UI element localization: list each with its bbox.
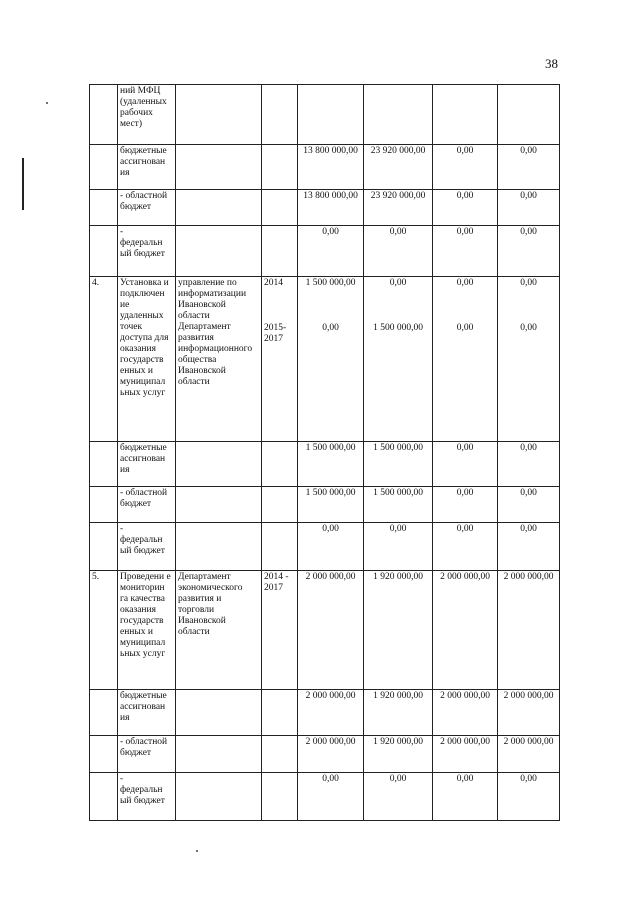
amount-cell: 0,00 [498,442,560,487]
amount-cell: 2 000 000,00 [298,736,364,773]
budget-label: бюджетные ассигнован ия [118,145,176,190]
amount-cell: 23 920 000,00 [364,145,433,190]
amount-cell: 0,00 [298,226,364,277]
amount-cell: 0,00 1 500 000,00 [364,277,433,442]
table-row [90,85,560,145]
page-number: 38 [545,56,558,71]
budget-table [89,84,560,821]
budget-label-text: федеральн ый бюджет [120,535,165,556]
amount-cell: 0,00 [433,442,498,487]
dash-marker: - [120,227,124,237]
scan-speck [196,850,198,852]
amount-cell: 0,00 [498,773,560,821]
amount-cell: 2 000 000,00 [498,571,560,690]
budget-label [118,226,176,277]
amount-cell: 0,00 [298,523,364,571]
amount-cell: 1 500 000,00 0,00 [298,277,364,442]
table-row [90,226,560,277]
amount-cell: 13 800 000,00 [298,145,364,190]
table-row [90,690,560,736]
activity-cell: Проведени е мониторин га качества оказания государств енных и муниципал ьных услуг [118,571,176,690]
executor-cell [176,277,262,442]
budget-label [118,773,176,821]
amount-cell: 2 000 000,00 [298,571,364,690]
budget-label: - областной бюджет [118,736,176,773]
year-b: 2015-2017 [264,323,287,344]
amount-cell: 0,00 [433,487,498,523]
amount-cell: 1 500 000,00 [364,442,433,487]
item-number: 5. [90,571,118,690]
amount-cell: 1 920 000,00 [364,736,433,773]
table-row [90,277,560,442]
amount-cell: 0,00 [298,773,364,821]
activity-cell: ний МФЦ (удаленных рабочих мест) [118,85,176,145]
budget-label: бюджетные ассигнован ия [118,690,176,736]
amount-cell: 0,00 [433,190,498,226]
table-row [90,487,560,523]
table-row [90,190,560,226]
amount-cell: 2 000 000,00 [433,571,498,690]
table-row [90,773,560,821]
amount-cell: 2 000 000,00 [298,690,364,736]
budget-label-text: федеральн ый бюджет [120,785,165,806]
amount-cell: 2 000 000,00 [498,690,560,736]
amount-cell: 0,00 [498,145,560,190]
scan-margin-mark [22,158,24,210]
amount-cell: 0,00 [364,226,433,277]
budget-label: бюджетные ассигнован ия [118,442,176,487]
executor-a: управление по информатизации Ивановской области [178,278,247,321]
activity-cell: Установка и подключен ие удаленных точек доступа для оказания государств енных и муниципал ьных услуг [118,277,176,442]
amount-cell: 0,00 0,00 [498,277,560,442]
amount-cell: 0,00 [498,226,560,277]
budget-label: - областной бюджет [118,487,176,523]
scan-speck [46,102,48,104]
amount-cell: 2 000 000,00 [498,736,560,773]
year-a: 2014 [264,278,283,288]
amount-cell: 0,00 [498,523,560,571]
dash-marker: - [120,524,124,534]
amount-cell: 1 500 000,00 [364,487,433,523]
table-row [90,571,560,690]
budget-label: - областной бюджет [118,190,176,226]
amount-cell: 0,00 [364,523,433,571]
amount-cell: 2 000 000,00 [433,690,498,736]
amount-cell: 0,00 [433,145,498,190]
budget-label-text: федеральн ый бюджет [120,238,165,259]
amount-cell: 0,00 [433,226,498,277]
amount-cell: 0,00 [433,773,498,821]
amount-cell: 1 920 000,00 [364,571,433,690]
amount-cell: 1 500 000,00 [298,487,364,523]
year-cell [262,277,298,442]
amount-cell: 1 920 000,00 [364,690,433,736]
amount-cell: 0,00 [364,773,433,821]
amount-cell: 13 800 000,00 [298,190,364,226]
amount-cell: 0,00 [433,523,498,571]
table-row [90,736,560,773]
item-number: 4. [90,277,118,442]
amount-cell: 2 000 000,00 [433,736,498,773]
amount-cell: 1 500 000,00 [298,442,364,487]
table-row [90,523,560,571]
year-cell: 2014 - 2017 [262,571,298,690]
dash-marker: - [120,774,124,784]
amount-cell: 0,00 0,00 [433,277,498,442]
budget-label [118,523,176,571]
table-row [90,145,560,190]
amount-cell: 0,00 [498,487,560,523]
amount-cell: 0,00 [498,190,560,226]
amount-cell: 23 920 000,00 [364,190,433,226]
executor-cell: Департамент экономического развития и торговли Ивановской области [176,571,262,690]
table-row [90,442,560,487]
executor-b: Департамент развития информационного общества Ивановской области [178,322,253,387]
